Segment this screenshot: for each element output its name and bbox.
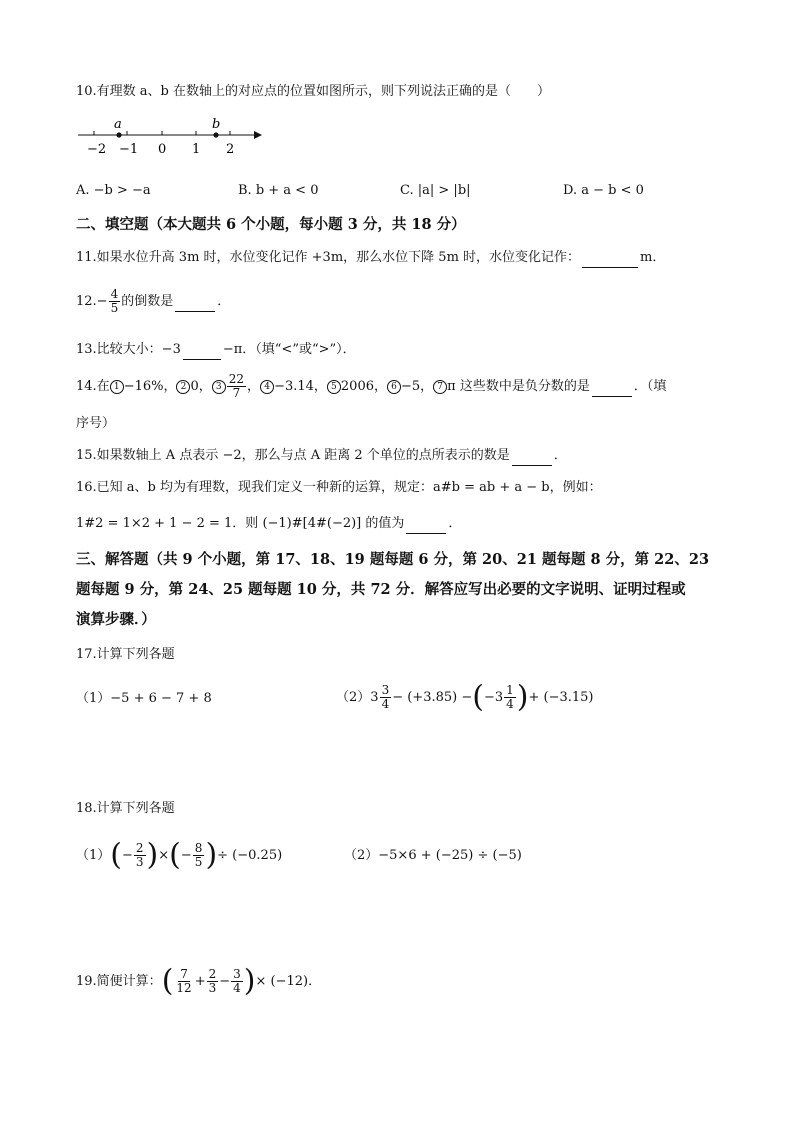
q12-answer-blank[interactable] <box>175 293 215 312</box>
q12 <box>76 288 230 315</box>
q18-p1-tail: ÷ (−0.25) <box>217 848 283 863</box>
q19-frac3 <box>231 968 243 995</box>
left-paren: ( <box>161 963 174 999</box>
q13-answer-blank[interactable] <box>183 341 221 360</box>
q18-p1-frac1 <box>134 842 146 869</box>
q10-option-d[interactable]: D. a − b < 0 <box>563 183 644 198</box>
q19-label: 19.简便计算： <box>76 974 162 989</box>
q14-item: 2006， <box>340 379 387 394</box>
q11-text: 11.如果水位升高 3m 时，水位变化记作 +3m，那么水位下降 5m 时，水位变化记作： <box>76 250 581 265</box>
frac-den: 3 <box>135 855 144 869</box>
q14-num: 22 <box>228 372 245 386</box>
axis-arrow <box>254 131 262 139</box>
q17-title: 17.计算下列各题 <box>76 647 175 662</box>
circled-number: 7 <box>433 380 447 394</box>
q12-den: 5 <box>110 301 119 315</box>
circled-number: 2 <box>176 380 190 394</box>
q17-p2-int: 3 <box>370 690 379 705</box>
q14-fraction <box>227 373 246 400</box>
q19-frac2 <box>207 968 219 995</box>
point-a-label: a <box>114 117 122 132</box>
q18-part2: （2）−5×6 + (−25) ÷ (−5) <box>344 848 522 863</box>
left-paren: ( <box>472 679 484 715</box>
q16-line1: 16.已知 a、b 均为有理数，现我们定义一种新的运算，规定：a#b = ab + a − b，例如： <box>76 480 602 495</box>
q17-p2-mid: − (+3.85) − <box>392 690 473 705</box>
q14-item: ， <box>247 379 261 394</box>
q13-text: 13.比较大小：−3 <box>76 342 181 357</box>
point-b-dot <box>213 132 218 137</box>
frac-den: 4 <box>381 697 390 711</box>
left-paren: ( <box>169 837 181 873</box>
q12-text: 的倒数是 <box>121 294 174 309</box>
q16-answer-blank[interactable] <box>406 515 446 534</box>
q12-num: 4 <box>110 287 119 301</box>
point-b-label: b <box>212 117 221 132</box>
q18-title: 18.计算下列各题 <box>76 801 175 816</box>
section3-line1: 三、解答题（共 9 个小题，第 17、18、19 题每题 6 分，第 20、21 题每题 8 分，第 22、23 <box>76 551 710 568</box>
q13-tail: −π．（填“<”或“>”）． <box>222 342 356 357</box>
q12-prefix: 12.− <box>76 294 108 309</box>
left-paren: ( <box>110 837 122 873</box>
q14-item: −3.14， <box>274 379 327 394</box>
q14-item: −16%， <box>123 379 177 394</box>
q16-expr: 1#2 = 1×2 + 1 − 2 = 1．则 (−1)#[4#(−2)] 的值为 <box>76 516 405 531</box>
q10-option-b[interactable]: B. b + a < 0 <box>238 183 319 198</box>
frac-num: 2 <box>135 841 144 855</box>
q16-line2 <box>76 515 461 534</box>
q19-tail: × (−12)． <box>255 974 322 989</box>
q17-p2-frac2 <box>504 684 516 711</box>
section2-title: 二、填空题（本大题共 6 个小题，每小题 3 分，共 18 分） <box>76 216 466 233</box>
number-line <box>74 118 274 158</box>
q15-answer-blank[interactable] <box>512 447 552 466</box>
circled-number: 3 <box>212 380 226 394</box>
tick-label: −1 <box>119 142 139 157</box>
point-a-dot <box>116 132 121 137</box>
frac-num: 7 <box>180 967 188 981</box>
q14-den: 7 <box>232 386 241 400</box>
section3-line2: 题每题 9 分，第 24、25 题每题 10 分，共 72 分．解答应写出必要的文字说明、证明过程或 <box>76 581 686 598</box>
q11 <box>76 249 665 268</box>
frac-den: 3 <box>208 981 217 995</box>
q18-p1-frac2 <box>193 842 205 869</box>
q17-p2-inner: −3 <box>483 690 504 705</box>
q11-tail: m． <box>640 250 666 265</box>
q14-tail: ．（填 <box>633 379 667 394</box>
q19-frac1 <box>174 968 193 995</box>
frac-num: 8 <box>194 841 203 855</box>
option-c-expr: |a| > |b| <box>417 183 471 198</box>
q14-answer-blank[interactable] <box>592 378 632 397</box>
q10-stem: 10.有理数 a、b 在数轴上的对应点的位置如图所示，则下列说法正确的是（ ） <box>76 84 551 99</box>
frac-den: 4 <box>506 697 514 711</box>
tick-label: 2 <box>226 142 235 157</box>
q14-item: −5， <box>401 379 434 394</box>
frac-num: 1 <box>506 683 514 697</box>
frac-den: 12 <box>176 981 192 995</box>
tick-label: −2 <box>87 142 107 157</box>
q18-part1: （1）(− $\frac{2}{3}$ )×(− $\frac{8}{5}$ )÷ (−0.25) <box>76 837 283 873</box>
q19: 19.简便计算：( $\frac{7}{12}$ + $\frac{2}{3}$ − $\frac{3}{4}$ )× (−12)． <box>76 963 322 999</box>
circled-number: 1 <box>110 380 124 394</box>
frac-den: 5 <box>194 855 203 869</box>
q14-line2: 序号） <box>76 416 116 431</box>
circled-number: 4 <box>260 380 274 394</box>
q14-line1 <box>76 373 666 400</box>
q17-p2-tail: + (−3.15) <box>528 690 594 705</box>
q12-tail: ． <box>217 294 231 309</box>
right-paren: ) <box>243 963 256 999</box>
q17-p2-frac1 <box>380 684 392 711</box>
q15-tail: ． <box>553 448 567 463</box>
q14-prefix: 14.在 <box>76 379 110 394</box>
circled-number: 5 <box>327 380 341 394</box>
q10-option-c[interactable] <box>400 182 471 200</box>
q18-p1-label: （1） <box>76 848 111 863</box>
right-paren: ) <box>146 837 159 873</box>
q10-option-a[interactable]: A. −b > −a <box>76 183 151 198</box>
q14-item: 0， <box>190 379 212 394</box>
q15 <box>76 447 567 466</box>
tick-label: 1 <box>192 142 201 157</box>
q11-answer-blank[interactable] <box>582 249 638 268</box>
frac-den: 4 <box>233 981 241 995</box>
tick-label: 0 <box>158 142 167 157</box>
section3-line3: 演算步骤．） <box>76 611 156 628</box>
right-paren: ) <box>205 837 218 873</box>
right-paren: ) <box>516 679 529 715</box>
frac-num: 2 <box>208 967 217 981</box>
q13 <box>76 341 356 360</box>
option-c-letter: C. <box>400 183 414 198</box>
q17-part1: （1）−5 + 6 − 7 + 8 <box>76 691 212 706</box>
frac-num: 3 <box>233 967 241 981</box>
q16-tail: ． <box>448 516 462 531</box>
q17-part2 <box>336 680 594 716</box>
q17-p2-label: （2） <box>336 690 371 705</box>
q12-fraction <box>109 288 121 315</box>
q15-text: 15.如果数轴上 A 点表示 −2，那么与点 A 距离 2 个单位的点所表示的数是 <box>76 448 510 463</box>
frac-num: 3 <box>381 683 390 697</box>
q14-item: π 这些数中是负分数的是 <box>447 379 590 394</box>
circled-number: 6 <box>387 380 401 394</box>
